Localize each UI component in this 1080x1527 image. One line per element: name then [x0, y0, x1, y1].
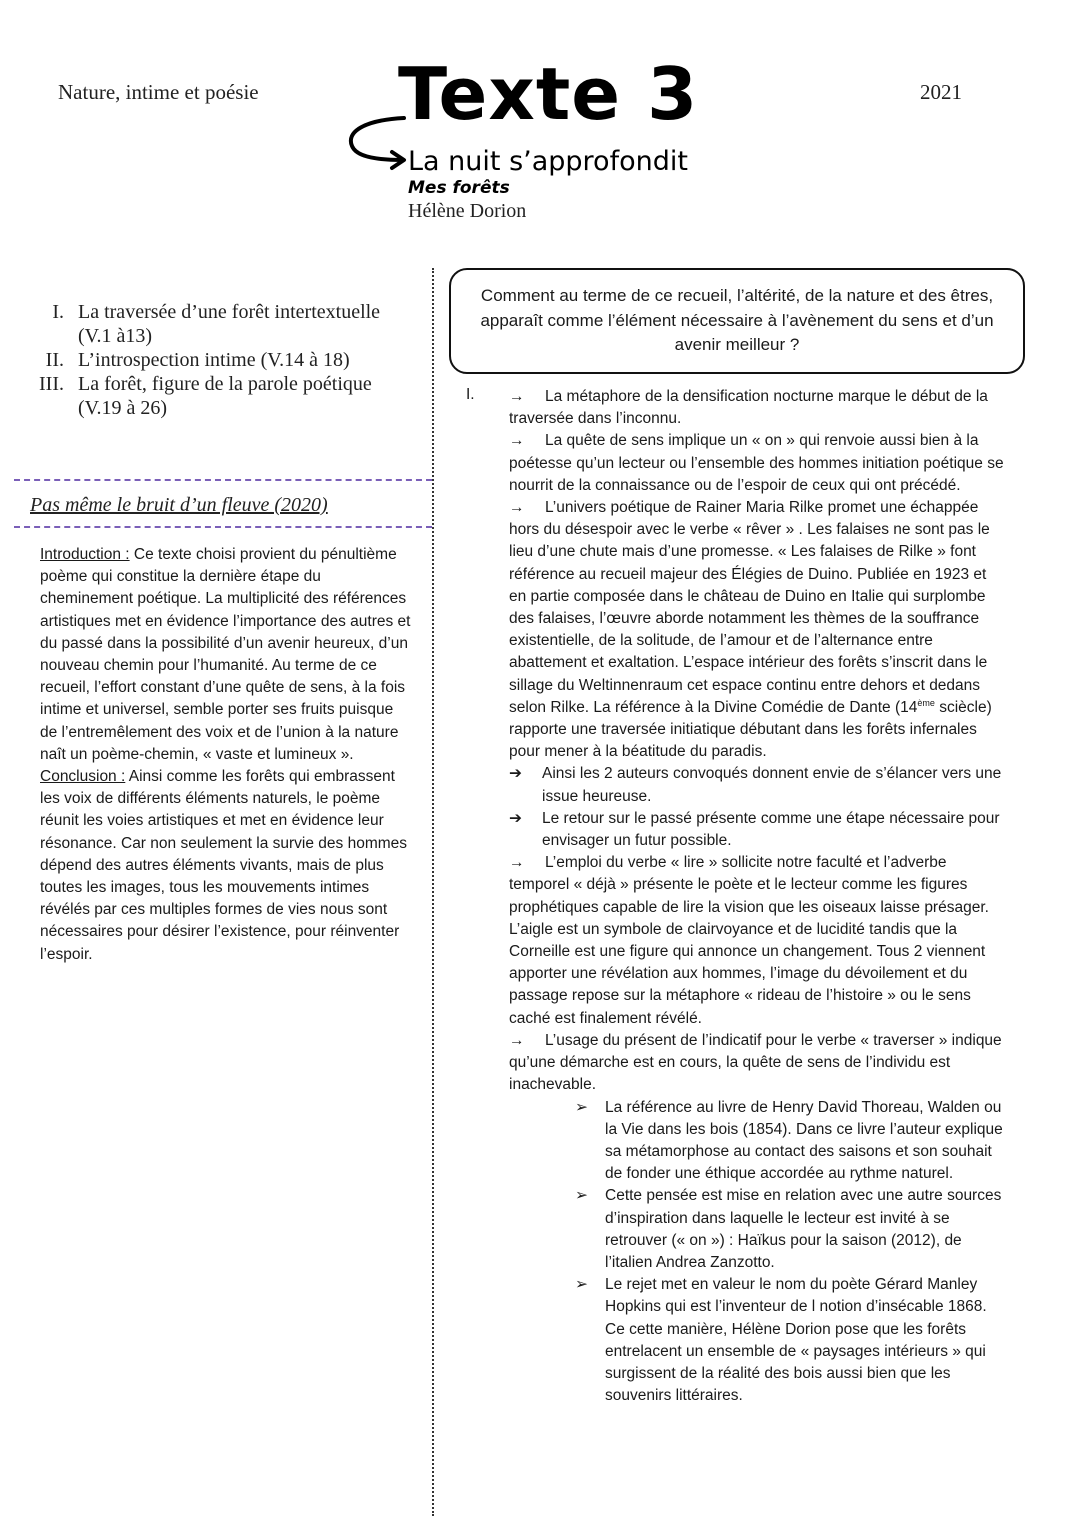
collection-title: Mes forêts — [408, 178, 510, 198]
analysis-paragraph: → L’emploi du verbe « lire » sollicite notre faculté et l’adverbe temporel « déjà » présente le poète et le lecteur comme les figures prophétiques capable de lire la vision que les oiseaux laisse présager. L’aigle est un symbole de clairvoyance et de lucidité tandis que la Corneille est une figure qui annonce un changement. Tous 2 viennent apporter une révélation aux hommes, l’image du dévoilement et du passage repose sur la métaphore « rideau de l’histoire » ou le sens caché est finalement révélé. — [509, 854, 989, 1027]
thin-arrow-icon: → — [509, 854, 525, 872]
intro-conclusion — [40, 544, 412, 966]
analysis-paragraph: ➔ Ainsi les 2 auteurs convoqués donnent envie de s’élancer vers une issue heureuse. — [509, 765, 1002, 805]
conclusion-text: Ainsi comme les forêts qui embrassent les voix de différents éléments naturels, le poème réunit les voies artistiques et met en évidence leur résonance. Car non seulement la survie des hommes dépend des autres éléments vivants, mais de plus toutes les images, tous les mouvements intimes révélés par ces multiples formes de vies nous sont nécessaires pour désirer l’existence, pour réinventer l’espoir. — [40, 768, 408, 963]
analysis-section-number: I. — [466, 386, 475, 403]
conclusion — [40, 766, 412, 966]
plan-item-text: L’introspection intime (V.14 à 18) — [78, 349, 350, 371]
bold-arrow-icon: ➔ — [509, 765, 522, 783]
poem-title: La nuit s’approfondit — [408, 146, 688, 177]
author-name: Hélène Dorion — [408, 200, 527, 222]
introduction-label: Introduction : — [40, 546, 130, 563]
triangle-arrow-icon: ➢ — [575, 1098, 588, 1116]
plan-item-number: III. — [39, 373, 64, 395]
page-title: Texte 3 — [398, 52, 699, 136]
conclusion-label: Conclusion : — [40, 768, 126, 786]
section-divider — [14, 526, 432, 528]
header-topic: Nature, intime et poésie — [58, 80, 259, 104]
triangle-arrow-icon: ➢ — [575, 1187, 588, 1205]
plan-list — [14, 300, 414, 420]
section-divider — [14, 479, 432, 481]
analysis-paragraph: → L’univers poétique de Rainer Maria Rilke promet une échappée hors du désespoir avec le verbe « rêver » . Les falaises ne sont pas le lieu d’une chute mais d’une promesse. « Les falaises de Rilke » font référence au recueil majeur des Élégies de Duino. Publiée en 1923 et en partie composée dans le château de Duino en Italie qui surplombe des falaises, l’œuvre aborde notamment les thèmes de la souffrance existentielle, de la solitude, de l’amour et de l’alternance entre abattement et exaltation. L’espace intérieur des forêts s’inscrit dans le sillage du Weltinnenraum cet espace continu entre dehors et dedans selon Rilke. La référence à la Divine Comédie de Dante (14ème sciècle) rapporte une traversée initiatique débutant dans les forêts infernales pour mener à la béatitude du paradis. — [509, 499, 992, 761]
analysis-subpoint: ➢ Cette pensée est mise en relation avec une autre sources d’inspiration dans laquelle le lecteur est invité à se retrouver (« on ») : Haïkus pour la saison (2012), de l’italien Andrea Zanzotto. — [575, 1187, 1002, 1271]
header-year: 2021 — [920, 80, 962, 104]
introduction — [40, 544, 412, 766]
analysis — [509, 386, 1004, 1407]
plan-item-text: La traversée d’une forêt intertextuelle (V.1 à13) — [78, 301, 381, 347]
curved-arrow-icon — [344, 112, 414, 172]
analysis-paragraph: → La quête de sens implique un « on » qui renvoie aussi bien à la poétesse qu’un lecteur ou l’ensemble des hommes initiation poétique se nourrit de la connaissance ou de l’espoir de ceux qui ont précédé. — [509, 432, 1004, 494]
column-divider — [432, 268, 434, 1516]
bold-arrow-icon: ➔ — [509, 809, 522, 827]
analysis-subpoint: ➢ Le rejet met en valeur le nom du poète Gérard Manley Hopkins qui est l’inventeur de l notion d’insécable 1868. Ce cette manière, Hélène Dorion pose que les forêts entrelacent un ensemble de « paysages intérieurs » qui surgissent de la réalité des bois aussi bien que les souvenirs littéraires. — [575, 1276, 987, 1405]
thin-arrow-icon: → — [509, 388, 525, 405]
plan-item-text: La forêt, figure de la parole poétique (V.19 à 26) — [78, 373, 372, 419]
plan-item-number: I. — [52, 301, 64, 323]
analysis-paragraph: → L’usage du présent de l’indicatif pour le verbe « traverser » indique qu’une démarche est en cours, la quête de sens de l’individu est inachevable. — [509, 1031, 1002, 1094]
thin-arrow-icon: → — [509, 1031, 525, 1049]
analysis-paragraph: → La métaphore de la densification nocturne marque le début de la traversée dans l’inconnu. — [509, 388, 988, 428]
thin-arrow-icon: → — [509, 499, 525, 517]
plan-item — [14, 300, 414, 348]
plan-item — [14, 348, 414, 372]
analysis-subpoint: ➢ La référence au livre de Henry David Thoreau, Walden ou la Vie dans les bois (1854). Dans ce livre l’auteur explique sa métamorphose au contact des saisons et son souhait de fonder une éthique accordée au rythme naturel. — [575, 1098, 1003, 1183]
plan-item-number: II. — [45, 349, 64, 371]
introduction-text: Ce texte choisi provient du pénultième poème qui constitue la dernière étape du cheminement poétique. La multiplicité des références artistiques met en évidence l’importance des autres et du passé dans la possibilité d’un avenir heureux, d’un nouveau chemin pour l’humanité. Au terme de ce recueil, l’effort constant d’une quête de sens, à la fois intime et universel, semble porter ses fruits puisque de l’entremêlement des voix et de l’union à la nature naît un poème-chemin, « vaste et lumineux ». — [40, 546, 411, 763]
thin-arrow-icon: → — [509, 432, 525, 450]
triangle-arrow-icon: ➢ — [575, 1276, 588, 1294]
analysis-paragraph: ➔ Le retour sur le passé présente comme une étape nécessaire pour envisager un futur possible. — [509, 809, 1000, 850]
other-work-title: Pas même le bruit d’un fleuve (2020) — [30, 494, 328, 516]
plan-item — [14, 372, 414, 420]
problematic-box: Comment au terme de ce recueil, l’altérité, de la nature et des êtres, apparaît comme l’élément nécessaire à l’avènement du sens et d’un avenir meilleur ? — [449, 268, 1025, 374]
